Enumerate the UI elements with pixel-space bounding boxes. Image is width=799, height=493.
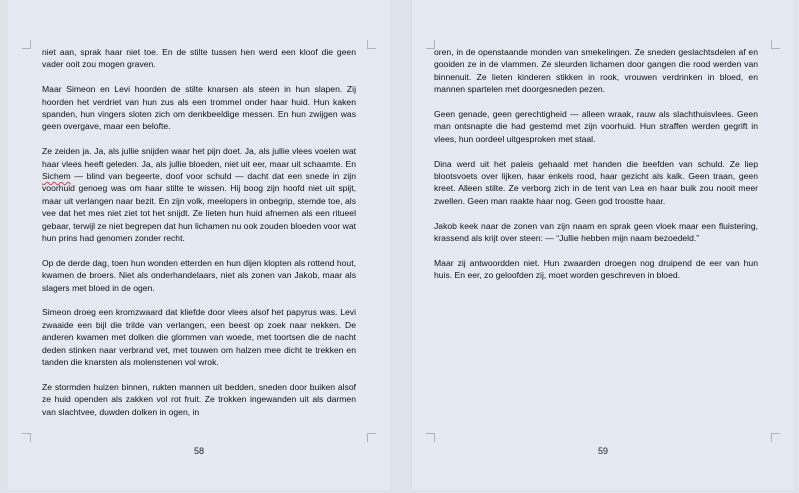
paragraph: Ze zeiden ja. Ja, als jullie snijden waar het pijn doet. Ja, als jullie vlees voelen wat haar vlees heeft geleden. Ja, als jullie bloeden, niet uit eer, maar uit schaamte. En Sichem — blind van begeerte, doof voor schuld — dacht dat een snede in zijn voorhuid genoeg was om haar stilte te wissen. Hij boog zijn hoofd niet uit spijt, maar uit verlangen naar bezit. En zijn volk, meelopers in onbegrip, stemde toe, als vee dat het mes niet ziet tot het snijdt. Ze lieten hun huid afnemen als een ritueel gebaar, terwijl ze niet begrepen dat hun lichamen nu ook zouden bloeden voor wat hun prins had genomen zonder recht. — [42, 146, 356, 244]
paragraph: Ze stormden huizen binnen, rukten mannen uit bedden, sneden door buiken alsof ze huid openden als zakken vol rot fruit. Ze trokken ingewanden uit als darmen van slachtvee, duwden dolken in ogen, in — [42, 381, 356, 417]
paragraph: Simeon droeg een kromzwaard dat kliefde door vlees alsof het papyrus was. Levi zwaaide een bijl die trilde van verlangen, een beest op zoek naar nekken. De anderen kwamen met dolken die glommen van woede, met toortsen die de nacht deden stinken naar verbrand vet, met touwen om halzen mee dicht te trekken en tanden die knarsten als molenstenen vol wrok. — [42, 307, 356, 368]
crop-mark — [22, 433, 31, 442]
paragraph: Maar Simeon en Levi hoorden de stilte knarsen als steen in hun slapen. Zij hoorden het verdriet van hun zus als een trommel onder haar huid. Hun kaken spanden, hun vingers sloten zich om denkbeeldige messen. En hun zwijgen was geen overgave, maar een belofte. — [42, 84, 356, 132]
paragraph: Op de derde dag, toen hun wonden etterden en hun dijen klopten als rottend hout, kwamen de broers. Niet als onderhandelaars, niet als zonen van Jakob, maar als slagers met bloed in de ogen. — [42, 257, 356, 293]
page-number: 58 — [193, 446, 204, 456]
page-right — [412, 0, 794, 490]
page-left — [8, 0, 390, 490]
paragraph: Maar zij antwoordden niet. Hun zwaarden droegen nog druipend de eer van hun huis. En eer, zo geloofden zij, moet worden geschreven in bloed. — [434, 257, 758, 281]
page-body — [42, 46, 356, 431]
page-body — [434, 46, 758, 294]
crop-mark — [367, 40, 376, 49]
spellcheck-word[interactable]: Sichem — [42, 171, 71, 182]
paragraph: Dina werd uit het paleis gehaald met handen die beefden van schuld. Ze liep blootsvoets over lijken, haar enkels rood, haar gezicht als kalk. Geen traan, geen kreet. Alleen stilte. Ze verborg zich in de tent van Lea en haar buik zou nooit meer zwellen. Geen man raakte haar nog. Geen god troostte haar. — [434, 158, 758, 206]
paragraph: niet aan, sprak haar niet toe. En de stilte tussen hen werd een kloof die geen vader ooit zou mogen graven. — [42, 47, 356, 70]
crop-mark — [367, 433, 376, 442]
page-number: 59 — [597, 446, 608, 456]
crop-mark — [771, 433, 780, 442]
crop-mark — [22, 40, 31, 49]
crop-mark — [426, 433, 435, 442]
crop-mark — [771, 40, 780, 49]
paragraph: Jakob keek naar de zonen van zijn naam en sprak geen vloek maar een fluistering, krassend als krijt over steen: — “Jullie hebben mijn naam bezoedeld.” — [434, 220, 758, 244]
paragraph: oren, in de openstaande monden van smekelingen. Ze sneden geslachtsdelen af en gooiden ze in de vlammen. Ze sleurden lichamen door gangen die rood werden van binnenuit. Ze lieten kinderen stikken in rook, vrouwen verdrinken in bloed, en mannen spartelen met doorgesneden pezen. — [434, 47, 758, 95]
paragraph: Geen genade, geen gerechtigheid — alleen wraak, rauw als slachthuisvlees. Geen man ontsnapte die had gestemd met zijn voorhuid. Hun straffen werden gegrift in vlees, hun oordeel uitgesproken met staal. — [434, 109, 758, 144]
